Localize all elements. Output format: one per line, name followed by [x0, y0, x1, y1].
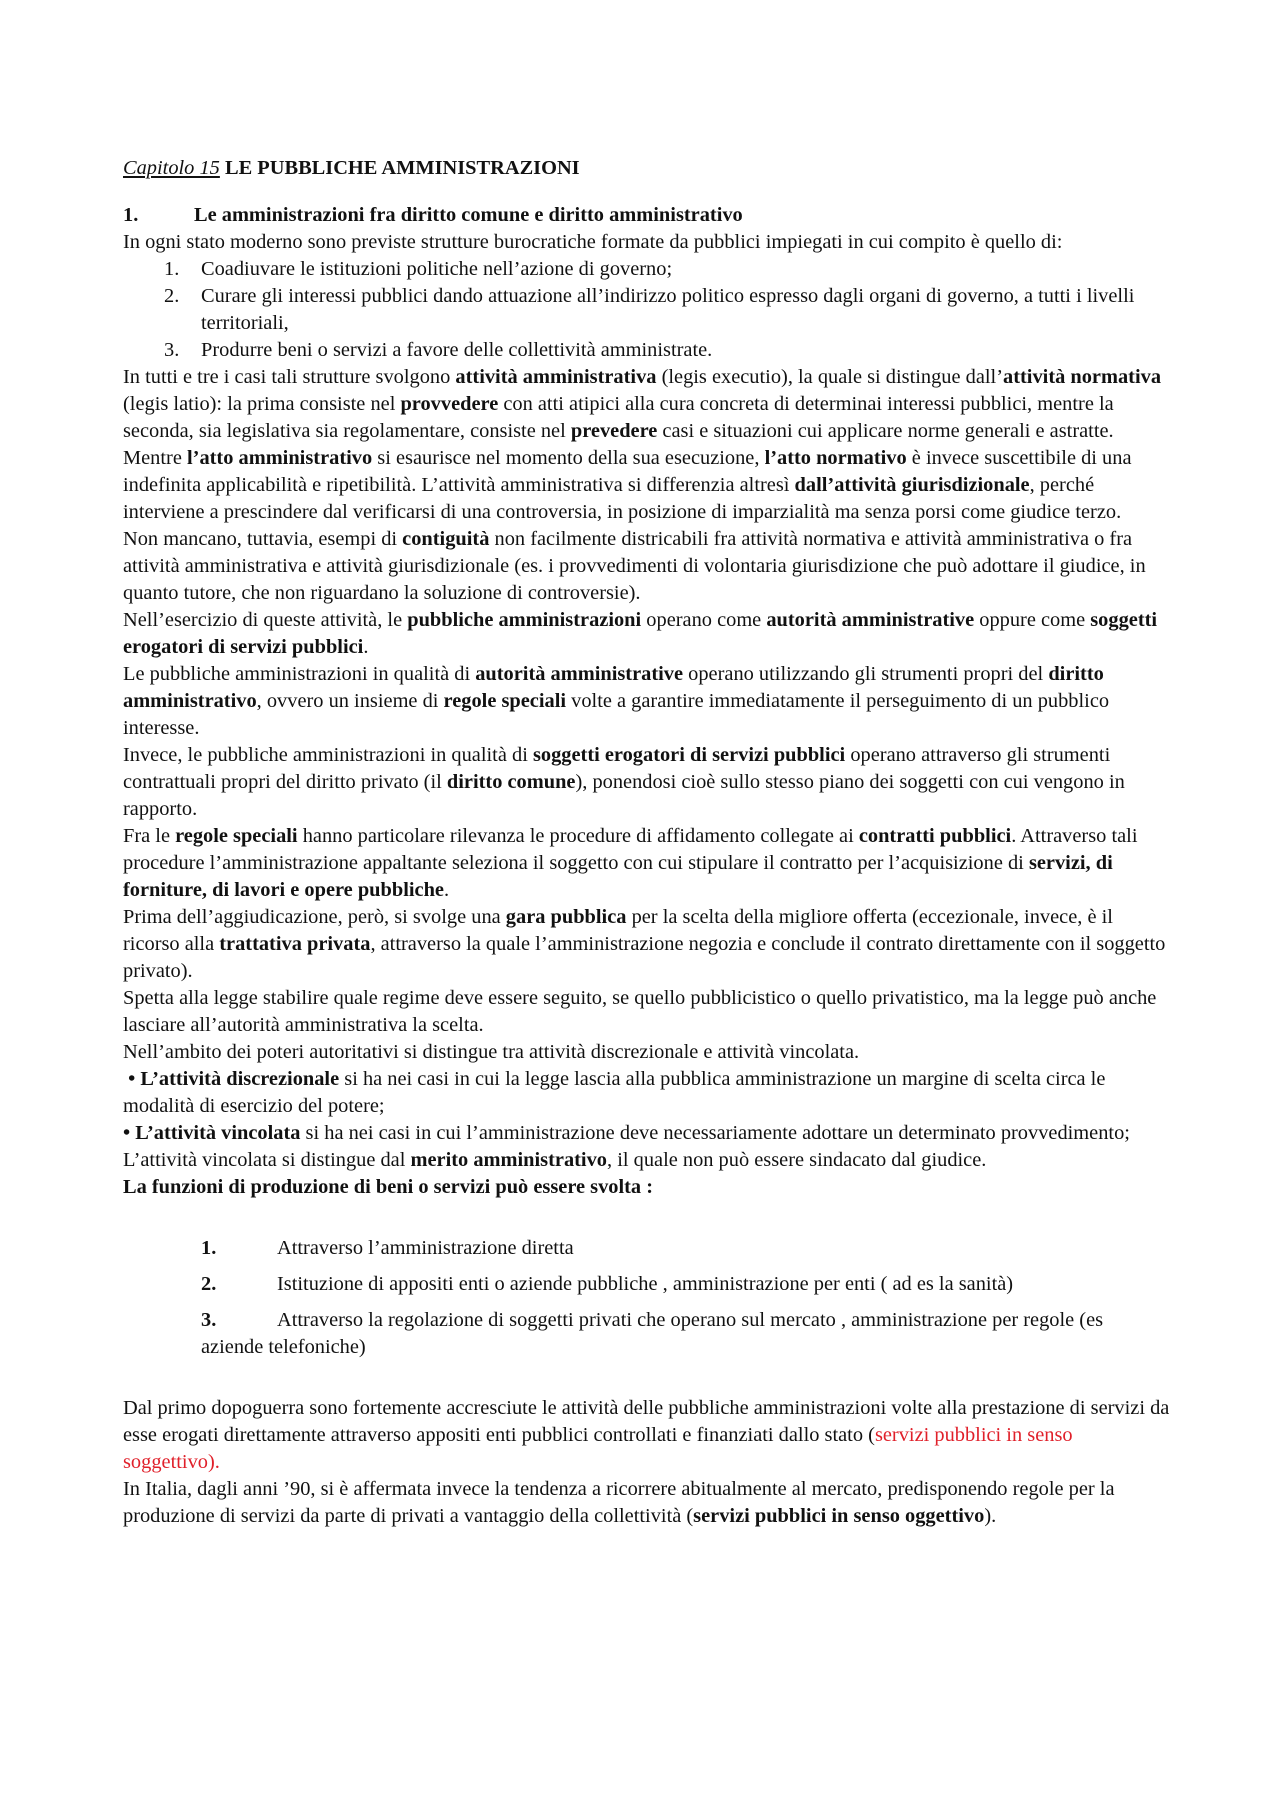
bullet-discrezionale: • L’attività discrezionale si ha nei casi in cui la legge lascia alla pubblica amministrazione un margine di scelta circa le modalità di esercizio del potere; [123, 1068, 1106, 1117]
paragraph-attivita: In tutti e tre i casi tali strutture svolgono attività amministrativa (legis executio), la quale si distingue dall’attività normativa (legis latio): la prima consiste nel provvedere con atti atipici alla cura concreta di determinai interessi pubblici, mentre la seconda, sia legislativa sia regolamentare, consiste nel prevedere casi e situazioni cui applicare norme generali e astratte. [123, 366, 1162, 442]
paragraph-gara: Prima dell’aggiudicazione, però, si svolge una gara pubblica per la scelta della migliore offerta (eccezionale, invece, è il ricorso alla trattativa privata, attraverso la quale l’amministrazione negozia e conclude il contrato direttamente con il soggetto privato). [123, 906, 1166, 982]
paragraph-atto: Mentre l’atto amministrativo si esaurisce nel momento della sua esecuzione, l’atto normativo è invece suscettibile di una indefinita applicabilità e ripetibilità. L’attività amministrativa si differenzia altresì dall’attività giurisdizionale, perché interviene a prescindere dal verificarsi di una controversia, in posizione di imparzialità ma senza porsi come giudice terzo. [123, 447, 1132, 523]
paragraph-dopoguerra: Dal primo dopoguerra sono fortemente accresciute le attività delle pubbliche amministrazioni volte alla prestazione di servizi da esse erogati direttamente attraverso appositi enti pubblici controllati e finanziati dallo stato (servizi pubblici in senso soggettivo). [123, 1397, 1170, 1473]
tasks-list [123, 256, 1170, 364]
paragraph-regole: Fra le regole speciali hanno particolare rilevanza le procedure di affidamento collegate ai contratti pubblici. Attraverso tali procedure l’amministrazione appaltante seleziona il soggetto con cui stipulare il contratto per l’acquisizione di servizi, di forniture, di lavori e opere pubbliche. [123, 825, 1138, 901]
paragraph-poteri: Nell’ambito dei poteri autoritativi si distingue tra attività discrezionale e attività vincolata. [123, 1041, 860, 1063]
document-page [123, 155, 1170, 1530]
paragraph-merito: L’attività vincolata si distingue dal merito amministrativo, il quale non può essere sindacato dal giudice. [123, 1149, 987, 1171]
paragraph-autorita: Le pubbliche amministrazioni in qualità di autorità amministrative operano utilizzando gli strumenti propri del diritto amministrativo, ovvero un insieme di regole speciali volte a garantire immediatamente il perseguimento di un pubblico interesse. [123, 663, 1110, 739]
list-item: 3. Produrre beni o servizi a favore delle collettività amministrate. [164, 339, 713, 361]
highlight-text: servizi pubblici in senso soggettivo). [123, 1424, 1073, 1473]
chapter-title [123, 155, 1170, 182]
list-item: 1. Coadiuvare le istituzioni politiche nell’azione di governo; [164, 258, 673, 280]
intro-paragraph: In ogni stato moderno sono previste strutture burocratiche formate da pubblici impiegati in cui compito è quello di: [123, 231, 1063, 253]
paragraph-funzioni: La funzioni di produzione di beni o servizi può essere svolta : [123, 1176, 654, 1198]
paragraph-legge: Spetta alla legge stabilire quale regime deve essere seguito, se quello pubblicistico o quello privatistico, ma la legge può anche lasciare all’autorità amministrativa la scelta. [123, 987, 1157, 1036]
paragraph-italia: In Italia, dagli anni ’90, si è affermata invece la tendenza a ricorrere abitualmente al mercato, predisponendo regole per la produzione di servizi da parte di privati a vantaggio della collettività (servizi pubblici in senso oggettivo). [123, 1478, 1115, 1527]
list-item: 3. Attraverso la regolazione di soggetti privati che operano sul mercato , amministrazione per regole (es aziende telefoniche) [201, 1309, 1104, 1358]
production-list [123, 1235, 1170, 1361]
paragraph-contiguita: Non mancano, tuttavia, esempi di contiguità non facilmente districabili fra attività normativa e attività amministrativa o fra attività amministrativa e attività giurisdizionale (es. i provvedimenti di volontaria giurisdizione che può adottare il giudice, in quanto tutore, che non riguardano la soluzione di controversie). [123, 528, 1146, 604]
section-heading: 1. Le amministrazioni fra diritto comune e diritto amministrativo [123, 204, 743, 226]
chapter-label: Capitolo 15 [123, 157, 220, 179]
list-item: 1. Attraverso l’amministrazione diretta [201, 1237, 574, 1259]
list-item: 2. Istituzione di appositi enti o aziende pubbliche , amministrazione per enti ( ad es la sanità) [201, 1273, 1014, 1295]
list-item: 2. Curare gli interessi pubblici dando attuazione all’indirizzo politico espresso dagli organi di governo, a tutti i livelli territoriali, [164, 285, 1135, 334]
paragraph-esercizio: Nell’esercizio di queste attività, le pubbliche amministrazioni operano come autorità amministrative oppure come soggetti erogatori di servizi pubblici. [123, 609, 1158, 658]
bullet-vincolata: • L’attività vincolata si ha nei casi in cui l’amministrazione deve necessariamente adottare un determinato provvedimento; [123, 1122, 1130, 1144]
paragraph-soggetti: Invece, le pubbliche amministrazioni in qualità di soggetti erogatori di servizi pubblici operano attraverso gli strumenti contrattuali propri del diritto privato (il diritto comune), ponendosi cioè sullo stesso piano dei soggetti con cui vengono in rapporto. [123, 744, 1125, 820]
chapter-heading: LE PUBBLICHE AMMINISTRAZIONI [224, 157, 580, 179]
